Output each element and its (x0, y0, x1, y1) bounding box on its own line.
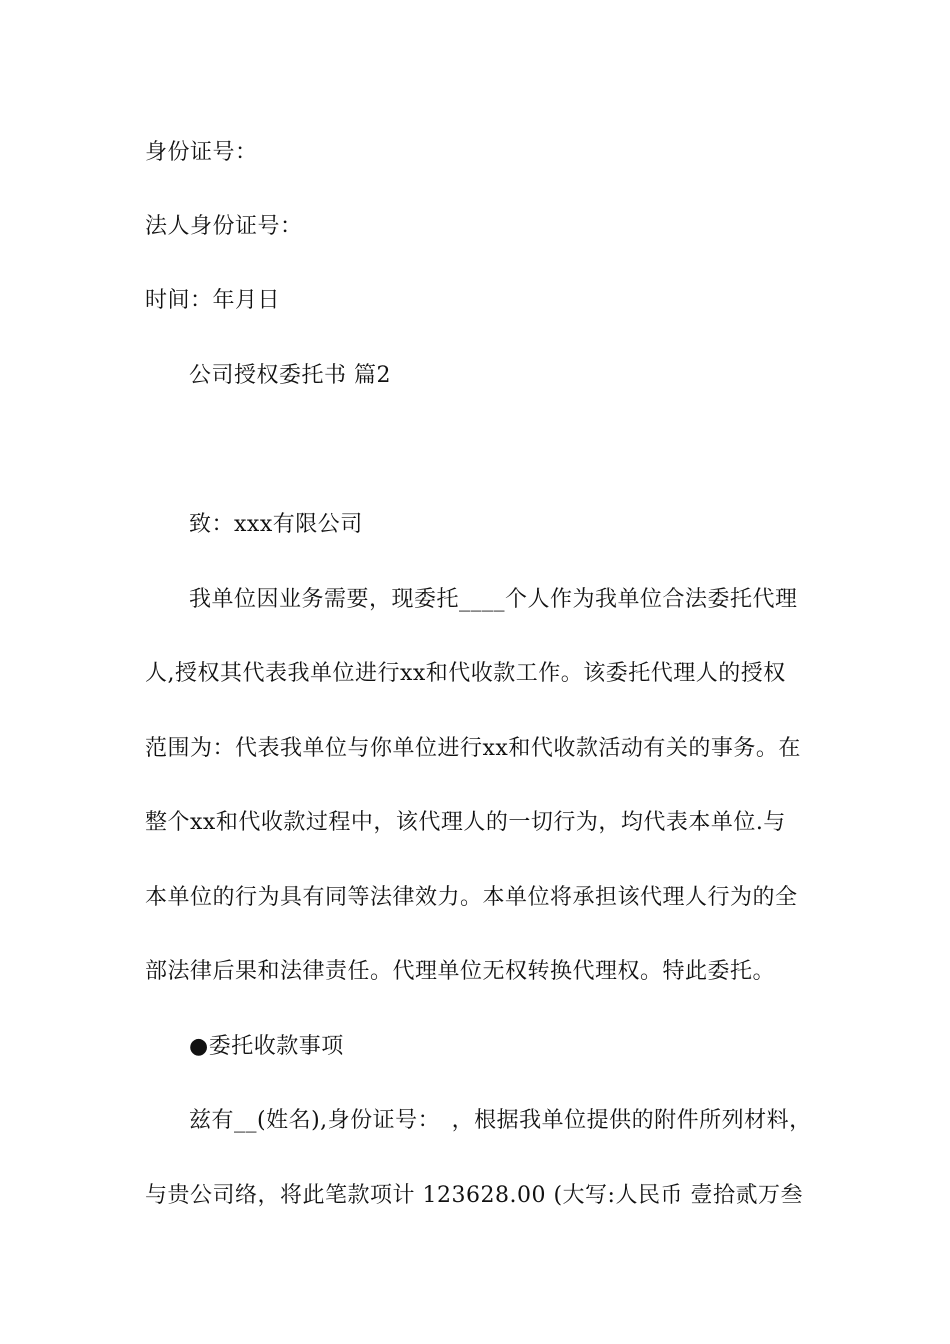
body-paragraph-line: 本单位的行为具有同等法律效力。本单位将承担该代理人行为的全 (145, 885, 798, 910)
id-number-label: 身份证号： (145, 140, 258, 165)
body-paragraph-line: 范围为：代表我单位与你单位进行xx和代收款活动有关的事务。在 (145, 736, 801, 761)
section-title: 公司授权委托书 篇2 (189, 363, 391, 388)
collection-paragraph-line: 与贵公司络，将此笔款项计 123628.00 (大写:人民币 壹拾贰万叁 (145, 1183, 803, 1208)
collection-paragraph-line: 兹有__(姓名),身份证号： ，根据我单位提供的附件所列材料， (189, 1108, 812, 1133)
body-paragraph-line: 部法律后果和法律责任。代理单位无权转换代理权。特此委托。 (145, 959, 776, 984)
body-paragraph-line: 整个xx和代收款过程中，该代理人的一切行为，均代表本单位.与 (145, 810, 786, 835)
legal-person-id-label: 法人身份证号： (145, 214, 303, 239)
date-label: 时间：年月日 (145, 288, 281, 313)
body-paragraph-line: 我单位因业务需要，现委托____个人作为我单位合法委托代理 (189, 587, 798, 612)
body-paragraph-line: 人,授权其代表我单位进行xx和代收款工作。该委托代理人的授权 (145, 661, 786, 686)
bullet-heading: ●委托收款事项 (189, 1034, 344, 1059)
recipient-line: 致：xxx有限公司 (189, 512, 363, 537)
